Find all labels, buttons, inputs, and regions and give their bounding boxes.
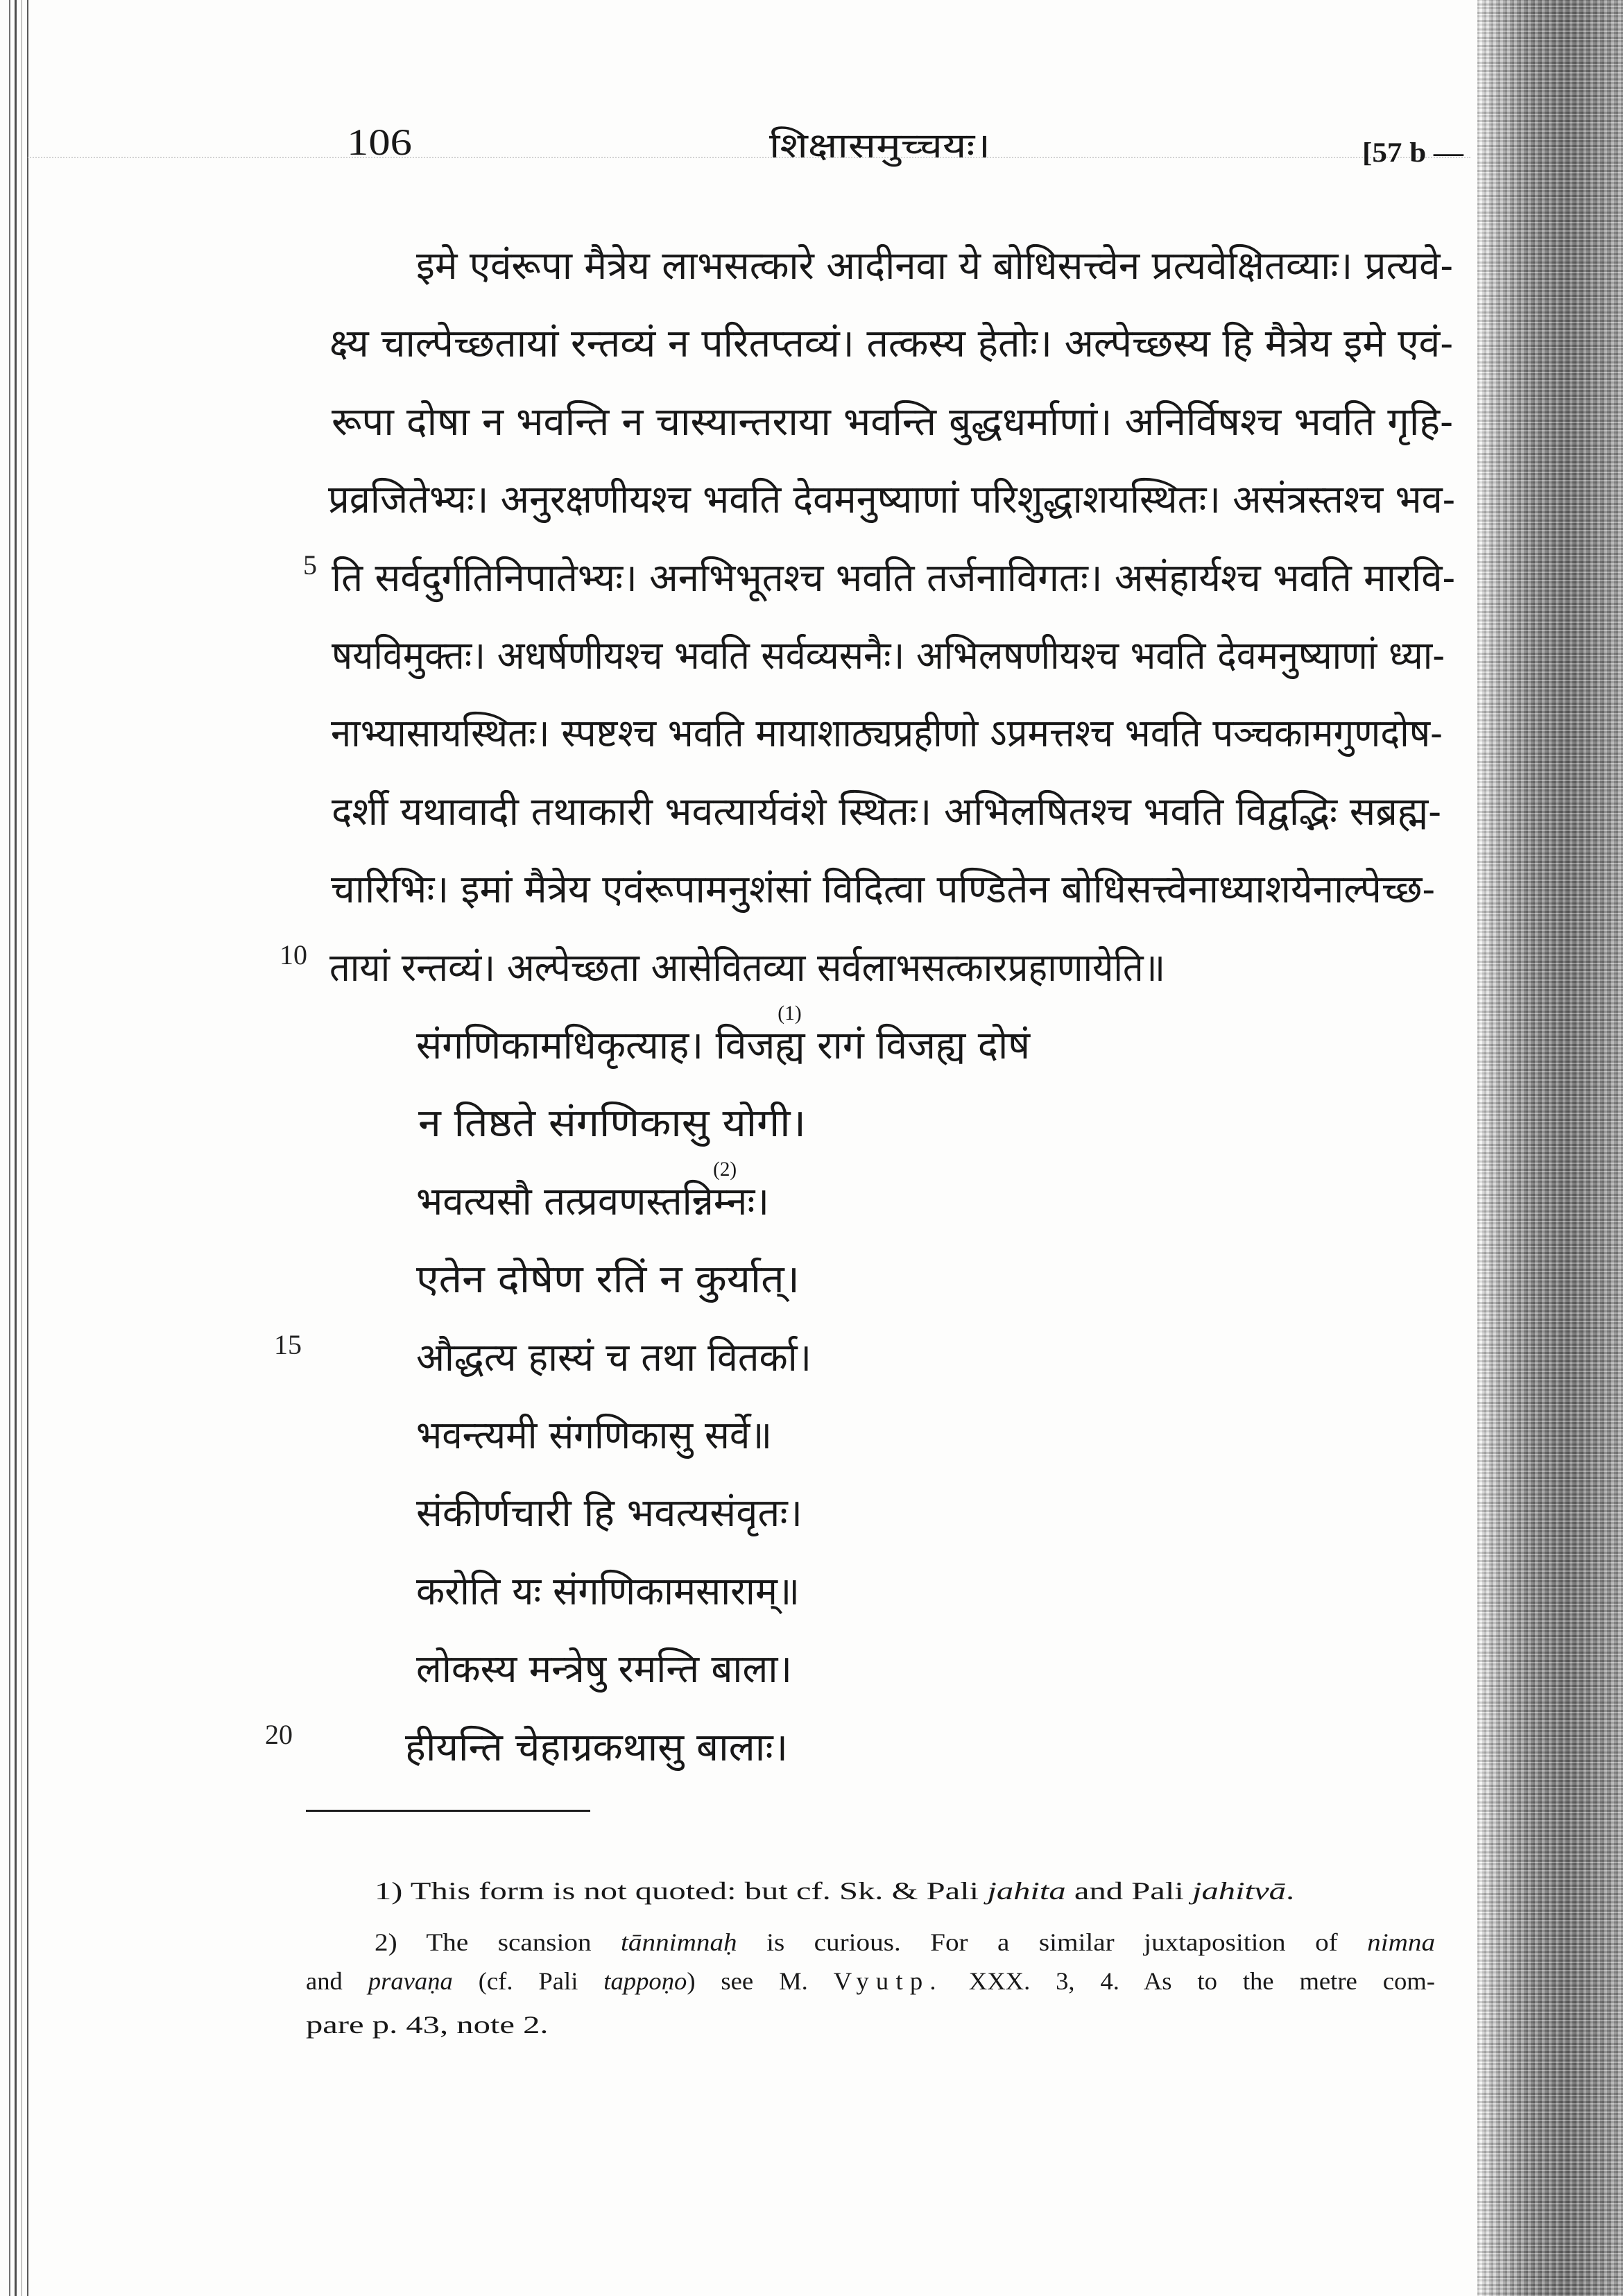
footnote-text-run: ) see M. bbox=[687, 1967, 834, 1995]
footnote-italic-term: jahita bbox=[987, 1877, 1066, 1905]
verse-line-text: एतेन दोषेण रतिं न कुर्यात्। bbox=[416, 1257, 800, 1302]
prose-line-text: दर्शी यथावादी तथाकारी भवत्यार्यवंशे स्थितः। अभिलषितश्च भवति विद्वद्भिः सब्रह्म- bbox=[332, 789, 1442, 834]
line-number-text: 20 bbox=[265, 1718, 293, 1750]
footnote-line bbox=[306, 2007, 549, 2042]
footnote-line bbox=[306, 1964, 1435, 1998]
prose-line bbox=[331, 699, 1515, 769]
line-number-text: 5 bbox=[303, 549, 317, 581]
prose-line bbox=[328, 465, 1494, 535]
prose-line bbox=[332, 544, 1486, 613]
verse-line bbox=[416, 1245, 800, 1314]
running-title bbox=[769, 121, 990, 170]
footnote-line bbox=[375, 1925, 1436, 1960]
scan-shadow-edge bbox=[1477, 0, 1623, 2296]
footnote-2-text bbox=[306, 2012, 549, 2037]
prose-line bbox=[329, 309, 1466, 379]
prose-line bbox=[332, 778, 1453, 847]
verse-line bbox=[416, 1401, 792, 1471]
verse-line-text: करोति यः संगणिकामसाराम्॥ bbox=[416, 1569, 800, 1614]
verse-line-text: संकीर्णचारी हि भवत्यसंवृतः। bbox=[416, 1491, 803, 1536]
page-number-text: 106 bbox=[347, 121, 413, 163]
page-number bbox=[347, 118, 413, 166]
scan-dotted-line bbox=[28, 157, 1470, 158]
prose-line-text: चारिभिः। इमां मैत्रेय एवंरूपामनुशंसां विदित्वा पण्डितेन बोधिसत्त्वेनाध्याशयेनाल्पेच्छ- bbox=[331, 867, 1435, 912]
footnote-text-run: pare p. 43, note 2. bbox=[306, 2011, 549, 2039]
verse-line-text bbox=[416, 1158, 770, 1224]
footnote-italic-term: pravaṇa bbox=[368, 1967, 453, 1995]
prose-line bbox=[416, 232, 1479, 301]
line-number bbox=[280, 920, 307, 989]
verse-intro-before-mark: संगणिकामधिकृत्याह। विजह्य bbox=[416, 1023, 805, 1068]
prose-line-text: रूपा दोषा न भवन्ति न चास्यान्तराया भवन्ति बुद्धधर्माणां। अनिर्विषश्च भवति गृहि- bbox=[332, 400, 1453, 445]
line-number bbox=[265, 1699, 293, 1769]
footnote-2-text bbox=[306, 1969, 1435, 1994]
verse-intro-after-mark: रागं विजह्य दोषं bbox=[805, 1023, 1031, 1068]
line-number bbox=[303, 530, 317, 599]
folio-reference bbox=[1362, 132, 1464, 173]
footnote-1-text bbox=[375, 1878, 1294, 1903]
footnote-spaced-abbreviation: Vyutp. bbox=[833, 1967, 943, 1995]
verse-intro-text bbox=[416, 1002, 1031, 1068]
footnote-2-text bbox=[375, 1930, 1435, 1955]
line-number-text: 10 bbox=[280, 939, 307, 970]
prose-line-text: षयविमुक्तः। अधर्षणीयश्च भवति सर्वव्यसनैः। अभिलषणीयश्च भवति देवमनुष्याणां ध्या- bbox=[332, 633, 1445, 678]
footnote-text-run: XXX. 3, 4. As to the metre com- bbox=[943, 1967, 1435, 1995]
prose-line-text: तायां रन्तव्यं। अल्पेच्छता आसेवितव्या सर्वलाभसत्कारप्रहाणायेति॥ bbox=[329, 945, 1166, 991]
footnote-text-run: . bbox=[1285, 1877, 1295, 1905]
verse-line bbox=[418, 1089, 806, 1158]
verse-line bbox=[416, 1557, 817, 1627]
prose-line bbox=[332, 388, 1453, 457]
footnote-italic-term: jahitvā bbox=[1192, 1877, 1286, 1905]
line-number bbox=[274, 1310, 302, 1379]
verse-line bbox=[416, 1323, 829, 1393]
verse-line-text: न तिष्ठते संगणिकासु योगी। bbox=[418, 1101, 806, 1146]
prose-line-text: ति सर्वदुर्गतिनिपातेभ्यः। अनभिभूतश्च भवति तर्जनाविगतः। असंहार्यश्च भवति मारवि- bbox=[332, 556, 1455, 601]
prose-line-text: प्रव्रजितेभ्यः। अनुरक्षणीयश्च भवति देवमनुष्याणां परिशुद्धाशयस्थितः। असंत्रस्तश्च भव- bbox=[328, 477, 1455, 522]
footnote-text-run: (cf. Pali bbox=[452, 1967, 604, 1995]
prose-line-text: क्ष्य चाल्पेच्छतायां रन्तव्यं न परितप्तव्यं। तत्कस्य हेतोः। अल्पेच्छस्य हि मैत्रेय इमे एवं- bbox=[329, 321, 1454, 366]
footnote-text-run: is curious. For a similar juxtaposition of bbox=[737, 1928, 1368, 1956]
prose-line bbox=[329, 934, 1225, 1003]
footnote-line bbox=[375, 1874, 1295, 1908]
verse-line-text: भवन्त्यमी संगणिकासु सर्वे॥ bbox=[416, 1413, 773, 1458]
verse-line-before-mark: भवत्यसौ तत्प्रवणस्तन्निम्नः bbox=[416, 1179, 755, 1224]
verse-intro-line bbox=[416, 1002, 1041, 1081]
footnote-rule bbox=[306, 1810, 590, 1812]
prose-line-text: इमे एवंरूपा मैत्रेय लाभसत्कारे आदीनवा ये बोधिसत्त्वेन प्रत्यवेक्षितव्याः। प्रत्यवे- bbox=[416, 243, 1453, 289]
footnote-text-run: 1) This form is not quoted: but cf. Sk. & Pali bbox=[375, 1877, 988, 1905]
prose-line-text: नाभ्यासायस्थितः। स्पष्टश्च भवति मायाशाठ्यप्रहीणो ऽप्रमत्तश्च भवति पञ्चकामगुणदोष- bbox=[331, 711, 1443, 756]
prose-line bbox=[332, 622, 1527, 691]
footnote-text-run: 2) The scansion bbox=[375, 1928, 621, 1956]
footnote-italic-term: tānnimnaḥ bbox=[621, 1928, 737, 1956]
footnote-italic-term: nimna bbox=[1367, 1928, 1436, 1956]
folio-reference-text: [57 b — bbox=[1362, 137, 1464, 168]
footnote-text-run: and Pali bbox=[1065, 1877, 1192, 1905]
footnote-marker-1: (1) bbox=[778, 1002, 802, 1025]
running-title-text: शिक्षासमुच्चयः। bbox=[769, 126, 990, 166]
verse-line-text: लोकस्य मन्त्रेषु रमन्ति बाला। bbox=[416, 1647, 792, 1692]
verse-line bbox=[405, 1713, 787, 1783]
footnote-text-run: and bbox=[306, 1967, 368, 1995]
verse-line bbox=[416, 1479, 802, 1548]
verse-line bbox=[416, 1635, 803, 1704]
verse-line-text: औद्धत्य हास्यं च तथा वितर्का। bbox=[416, 1335, 812, 1380]
prose-line bbox=[331, 855, 1459, 925]
footnote-italic-term: tappoṇo bbox=[603, 1967, 687, 1995]
footnote-marker-2: (2) bbox=[713, 1158, 737, 1181]
scan-binding-edge bbox=[6, 0, 36, 2296]
line-number-text: 15 bbox=[274, 1328, 302, 1360]
verse-line bbox=[416, 1158, 780, 1237]
verse-line-after-mark: । bbox=[755, 1179, 770, 1224]
verse-line-text: हीयन्ति चेहाग्रकथासु बालाः। bbox=[405, 1725, 789, 1770]
